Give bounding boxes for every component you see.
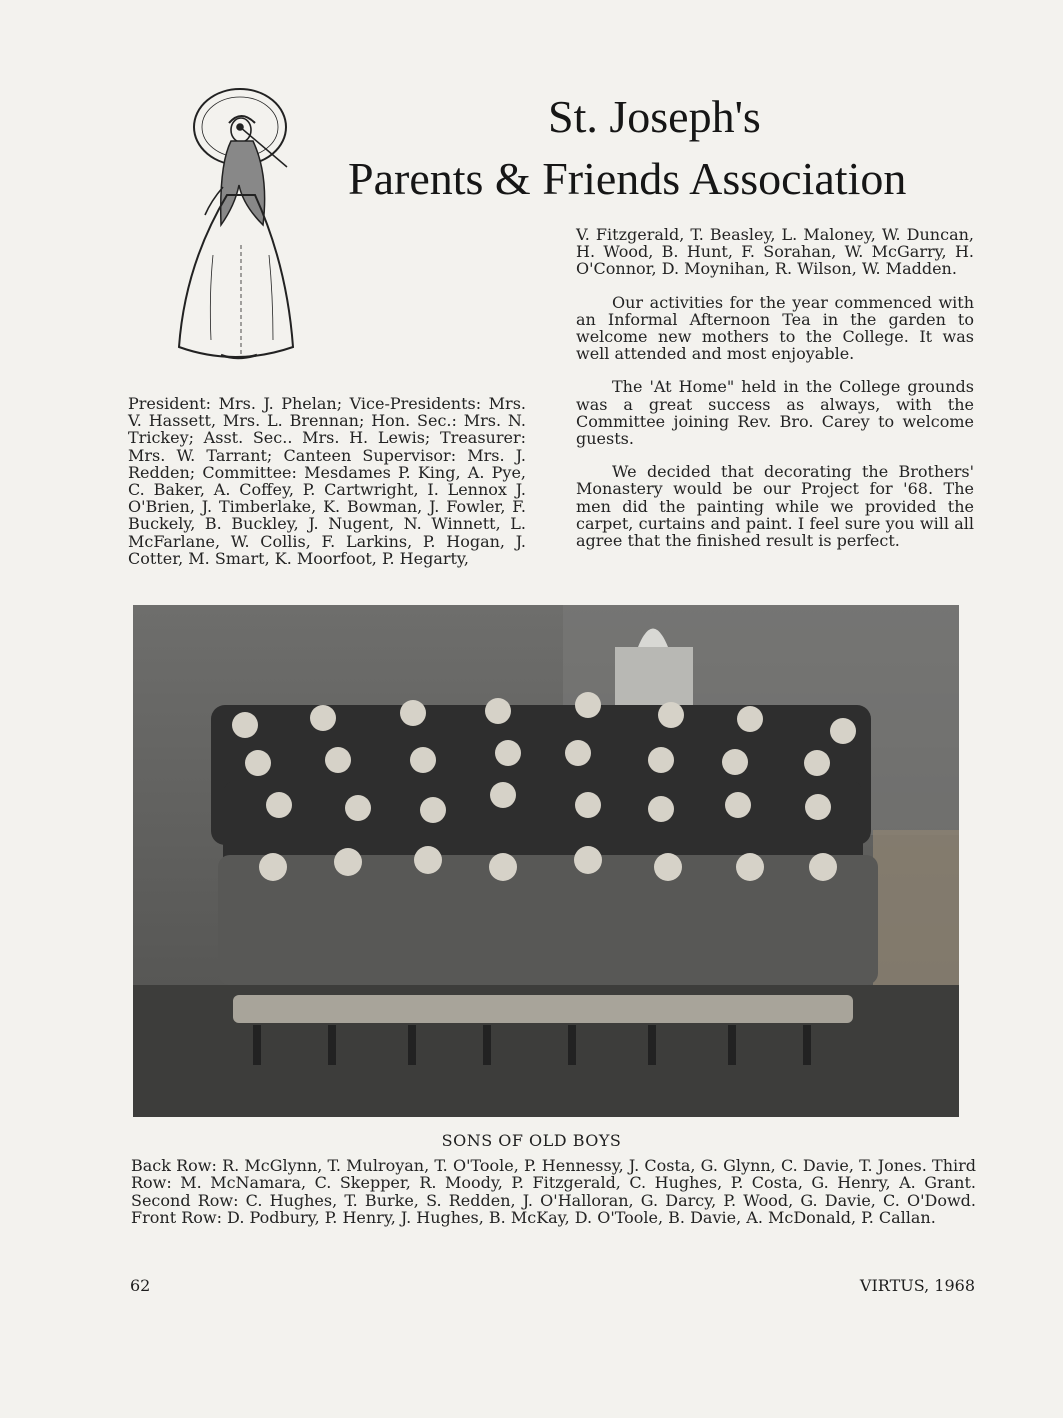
- right-column: [576, 226, 974, 565]
- paragraph-at-home: The 'At Home" held in the College grounds was a great success as always, with the Committee joining Rev. Bro. Carey to welcome guests.: [576, 377, 974, 449]
- group-photo-icon: [133, 605, 959, 1117]
- page-number: 62: [130, 1276, 151, 1295]
- officers-column: [128, 395, 526, 567]
- paragraph-afternoon-tea: Our activities for the year commenced with an Informal Afternoon Tea in the garden to welcome new mothers to the College. It was well attended and most enjoyable.: [576, 292, 974, 364]
- page-title-line2: Parents & Friends Association: [348, 153, 907, 204]
- paragraph-project: We decided that decorating the Brothers' Monastery would be our Project for '68. The men did the painting while we provided the carpet, curtains and paint. I feel sure you will all agree that the finished result is perfect.: [576, 462, 974, 551]
- publication-footer: VIRTUS, 1968: [859, 1276, 975, 1295]
- page-title-line1: St. Joseph's: [548, 91, 761, 142]
- photo-caption-text: Back Row: R. McGlynn, T. Mulroyan, T. O'Toole, P. Hennessy, J. Costa, G. Glynn, C. Davie, T. Jones. Third Row: M. McNamara, C. Skepper, R. Moody, P. Fitzgerald, C. Hughes, P. Costa, G. Henry, A. Grant. Second Row: C. Hughes, T. Burke, S. Redden, J. O'Halloran, G. Darcy, P. Wood, G. Davie, C. O'Dowd. Front Row: D. Podbury, P. Henry, J. Hughes, B. McKay, D. O'Toole, B. Davie, A. McDonald, P. Callan.: [131, 1156, 976, 1228]
- committee-continuation: V. Fitzgerald, T. Beasley, L. Maloney, W. Duncan, H. Wood, B. Hunt, F. Sorahan, W. McGarry, H. O'Connor, D. Moynihan, R. Wilson, W. Madden.: [576, 225, 974, 279]
- photo-caption-title: SONS OF OLD BOYS: [441, 1131, 622, 1150]
- lady-with-parasol-icon: [165, 75, 300, 365]
- officers-text: President: Mrs. J. Phelan; Vice-Presidents: Mrs. V. Hassett, Mrs. L. Brennan; Hon. Sec.: Mrs. N. Trickey; Asst. Sec.. Mrs. H. Lewis; Treasurer: Mrs. W. Tarrant; Canteen Supervisor: Mrs. J. Redden; Committee: Mesdames P. King, A. Pye, C. Baker, A. Coffey, P. Cartwright, I. Lennox J. O'Brien, J. Timberlake, K. Bowman, J. Fowler, F. Buckely, B. Buckley, J. Nugent, N. Winnett, L. McFarlane, W. Collis, F. Larkins, P. Hogan, J. Cotter, M. Smart, K. Moorfoot, P. Hegarty,: [128, 394, 526, 568]
